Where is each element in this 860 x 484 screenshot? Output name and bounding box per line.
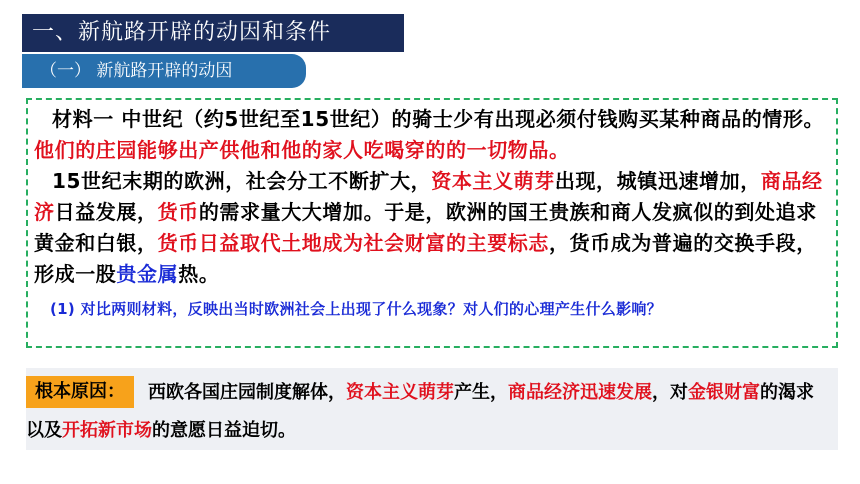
answer-highlight-4: 开拓新市场 <box>62 420 152 441</box>
answer-text-1: 西欧各国庄园制度解体， <box>148 382 346 403</box>
answer-tag: 根本原因： <box>26 376 134 408</box>
question-text: (1) 对比两则材料，反映出当时欧洲社会上出现了什么现象？对人们的心理产生什么影响？ <box>50 300 662 318</box>
answer-text-4: 的渴求以及 <box>26 382 814 441</box>
answer-box <box>26 368 838 450</box>
para2-highlight-2: 商品经济 <box>34 169 823 224</box>
para2-highlight-5: 贵金属 <box>116 262 179 286</box>
answer-highlight-1: 资本主义萌芽 <box>346 382 454 403</box>
answer-text <box>26 374 826 450</box>
answer-text-2: 产生， <box>454 382 508 403</box>
material-box <box>26 98 838 348</box>
para2-highlight-4: 货币日益取代土地成为社会财富的主要标志 <box>157 231 550 255</box>
material-1-highlight: 他们的庄园能够出产供他和他的家人吃喝穿的的一切物品。 <box>34 138 570 162</box>
material-1-text: 材料一 中世纪（约5世纪至15世纪）的骑士少有出现必须付钱购买某种商品的情形。 <box>52 107 825 131</box>
answer-text-5: 的意愿日益迫切。 <box>152 420 296 441</box>
section-title: 一、新航路开辟的动因和条件 <box>22 14 404 52</box>
para2-highlight-3: 货币 <box>157 200 199 224</box>
answer-highlight-3: 金银财富 <box>688 382 760 403</box>
para2-text-5: ，货币成为普遍的交换手段，形成一股 <box>34 231 817 286</box>
para2-text-2: 出现，城镇迅速增加， <box>554 169 761 193</box>
para2-text-6: 热。 <box>178 262 220 286</box>
material-paragraph-1 <box>34 104 830 166</box>
para2-text-3: 日益发展， <box>54 200 158 224</box>
para2-text-1: 15世纪末期的欧洲，社会分工不断扩大， <box>52 169 432 193</box>
para2-text-4: 的需求量大大增加。于是，欧洲的国王贵族和商人发疯似的到处追求黄金和白银， <box>34 200 817 255</box>
material-paragraph-2 <box>34 166 830 290</box>
para2-highlight-1: 资本主义萌芽 <box>431 169 555 193</box>
subsection-title: （一） 新航路开辟的动因 <box>22 54 306 88</box>
answer-text-3: ，对 <box>652 382 688 403</box>
answer-highlight-2: 商品经济迅速发展 <box>508 382 652 403</box>
